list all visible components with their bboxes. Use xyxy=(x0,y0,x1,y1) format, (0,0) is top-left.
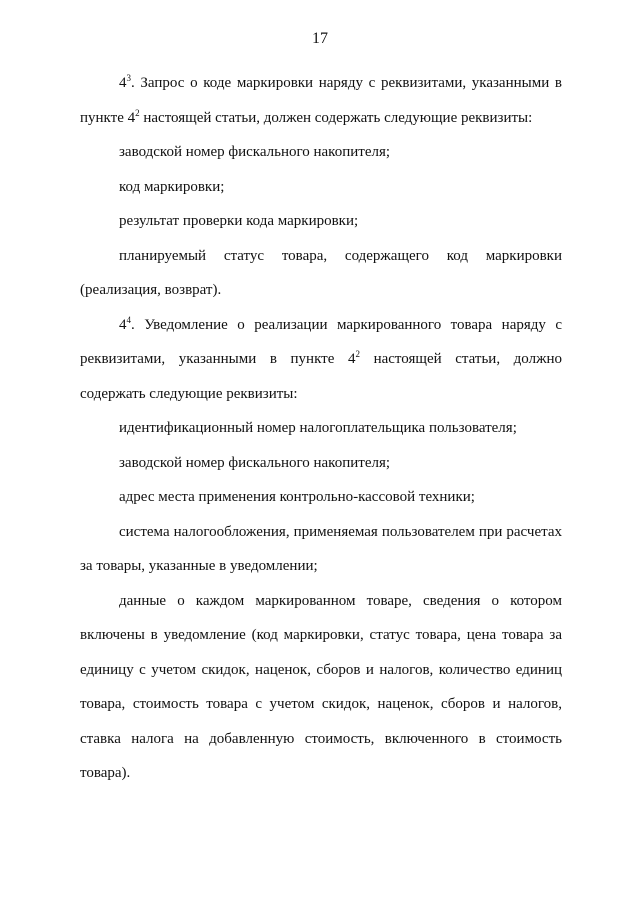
reference-superscript: 2 xyxy=(135,107,140,118)
clause-text: настоящей статьи, должно содержать следующие реквизиты: xyxy=(80,351,562,402)
list-item: код маркировки; xyxy=(119,178,225,195)
list-item: заводской номер фискального накопителя; xyxy=(119,144,391,160)
clause-4-4-heading xyxy=(80,308,562,412)
clause-text: . Уведомление о реализации маркированного товара наряду с реквизитами, указанными в пункте 4 xyxy=(80,316,562,367)
list-item: заводской номер фискального накопителя; xyxy=(119,454,391,471)
clause-4-3-heading xyxy=(80,66,562,135)
list-item: планируемый статус товара, содержащего код маркировки (реализация, возврат). xyxy=(80,247,562,298)
list-item: результат проверки кода маркировки; xyxy=(119,213,359,229)
list-item: адрес места применения контрольно-кассовой техники; xyxy=(119,489,475,505)
clause-superscript: 3 xyxy=(126,73,131,83)
clause-text: . Запрос о коде маркировки наряду с реквизитами, указанными в пункте 4 xyxy=(80,75,562,126)
clause-superscript: 4 xyxy=(126,314,131,325)
list-item: данные о каждом маркированном товаре, сведения о котором включены в уведомление (код маркировки, статус товара, цена товара за единицу с учетом скидок, наценок, сборов и налогов, количество единиц товара, стоимость товара с учетом скидок, наценок, сборов и налогов, ставка налога на добавленную стоимость, включенного в стоимость товара). xyxy=(80,592,562,781)
clause-number: 4 xyxy=(119,316,127,333)
list-item: система налогообложения, применяемая пользователем при расчетах за товары, указанные в уведомлении; xyxy=(80,523,562,574)
page-number: 17 xyxy=(312,30,328,47)
reference-superscript: 2 xyxy=(355,349,360,359)
document-body xyxy=(80,66,562,791)
clause-number: 4 xyxy=(119,75,127,91)
list-item: идентификационный номер налогоплательщика пользователя; xyxy=(119,420,517,436)
clause-text: настоящей статьи, должен содержать следующие реквизиты: xyxy=(139,109,533,126)
